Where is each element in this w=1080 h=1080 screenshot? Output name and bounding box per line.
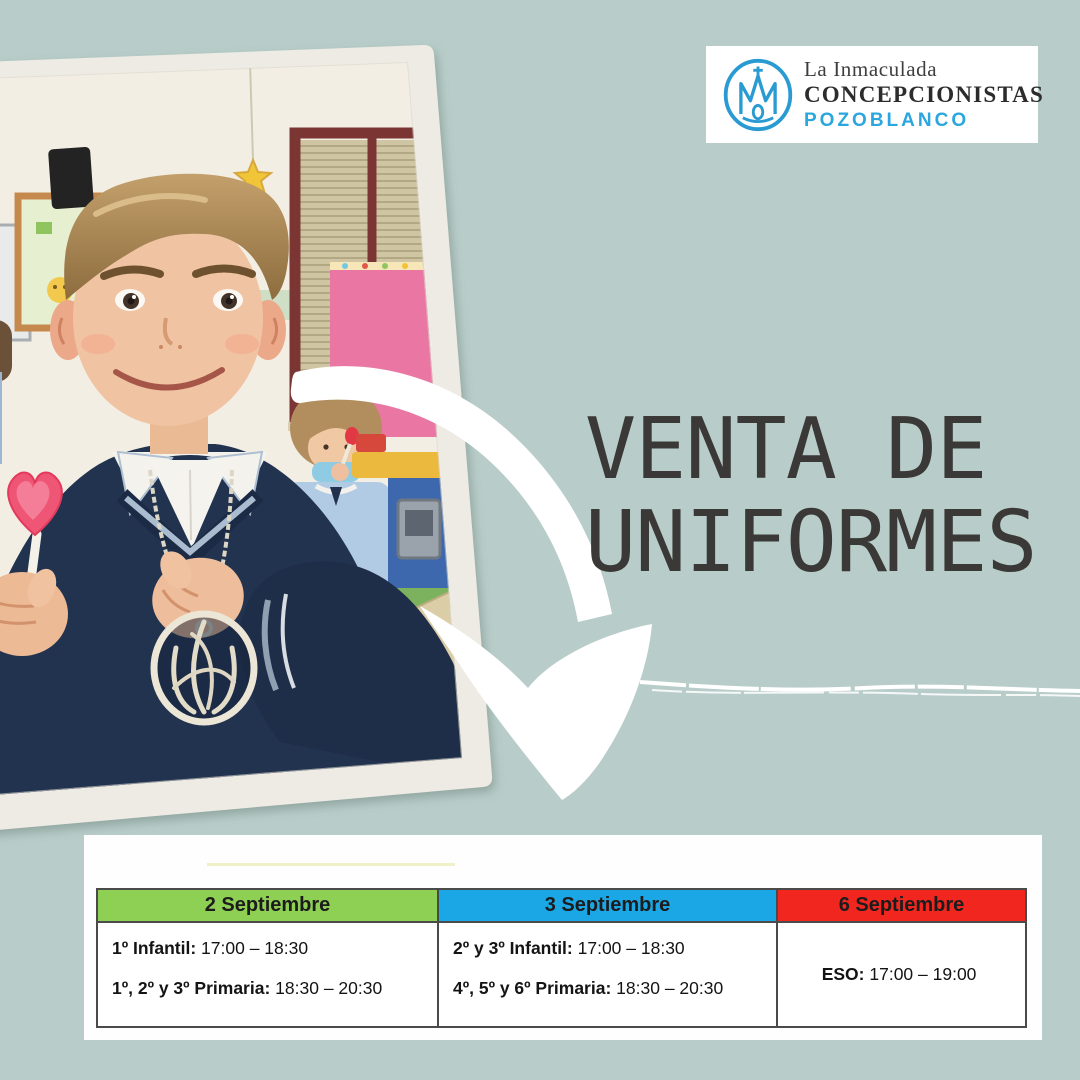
title-line-2: UNIFORMES (585, 492, 1037, 592)
schedule-row (453, 978, 776, 999)
column-header: 2 Septiembre (98, 890, 437, 923)
title-line-1: VENTA DE (585, 400, 987, 499)
poster-title (585, 400, 1037, 592)
column-body (98, 923, 437, 1026)
faint-highlight-line (207, 863, 455, 866)
time-range: 17:00 – 18:30 (577, 938, 685, 958)
uniform-sale-schedule-table (96, 888, 1027, 1028)
schedule-row (112, 938, 437, 959)
column-header: 6 Septiembre (778, 890, 1025, 923)
group-label: 1º, 2º y 3º Primaria: (112, 978, 271, 998)
schedule-column-2-septiembre (98, 890, 437, 1026)
logo-line-concepcionistas: CONCEPCIONISTAS (804, 81, 1044, 107)
brush-stroke (640, 682, 1080, 696)
column-body (778, 923, 1025, 1026)
monogram-medallion (154, 614, 254, 722)
logo-line-pozoblanco: POZOBLANCO (804, 109, 970, 131)
schedule-row (453, 938, 776, 959)
schedule-row (822, 964, 982, 985)
schedule-column-3-septiembre (437, 890, 776, 1026)
group-label: 2º y 3º Infantil: (453, 938, 573, 958)
time-range: 18:30 – 20:30 (616, 978, 724, 998)
schedule-panel (84, 835, 1042, 1040)
school-logo-card (706, 46, 1044, 143)
schedule-row (112, 978, 437, 999)
group-label: ESO: (821, 964, 865, 984)
time-range: 17:00 – 19:00 (869, 964, 977, 984)
group-label: 1º Infantil: (112, 938, 197, 958)
time-range: 17:00 – 18:30 (201, 938, 309, 958)
time-range: 18:30 – 20:30 (275, 978, 383, 998)
logo-line-la-inmaculada: La Inmaculada (804, 57, 938, 82)
group-label: 4º, 5º y 6º Primaria: (453, 978, 612, 998)
school-logo-emblem-icon (720, 56, 796, 134)
schedule-column-6-septiembre (776, 890, 1025, 1026)
column-body (439, 923, 776, 1026)
column-header: 3 Septiembre (439, 890, 776, 923)
